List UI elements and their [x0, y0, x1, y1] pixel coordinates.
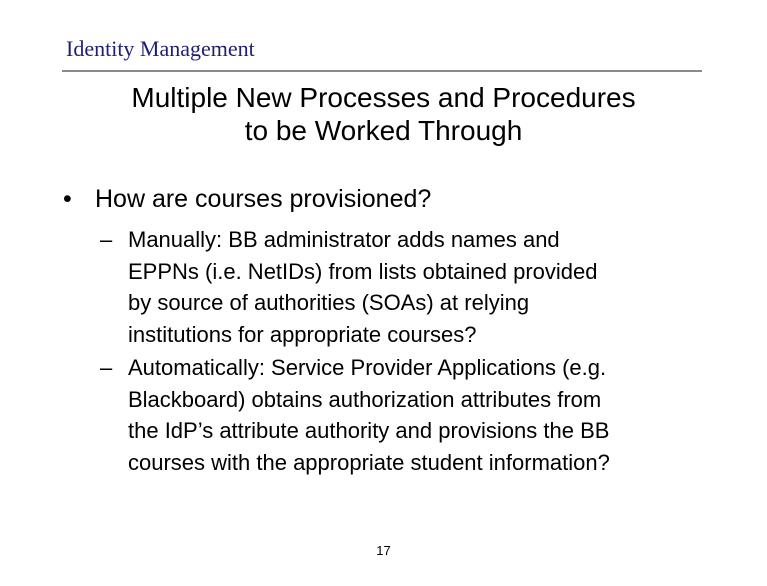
sub-bullet-dash: – [100, 355, 113, 380]
sub-bullet-line: Manually: BB administrator adds names and [128, 227, 560, 252]
sub-bullet-manually [100, 224, 720, 350]
sub-bullet-automatically [100, 352, 720, 478]
main-bullet-text: How are courses provisioned? [95, 185, 432, 213]
slide-title-line-1: Multiple New Processes and Procedures [131, 82, 636, 113]
sub-bullet-line: Blackboard) obtains authorization attributes from [128, 386, 602, 412]
sub-bullet-line: courses with the appropriate student information? [128, 449, 610, 475]
sub-bullet-line: the IdP’s attribute authority and provisions the BB [128, 418, 610, 443]
sub-bullet-line: Automatically: Service Provider Applications (e.g. [128, 355, 607, 380]
slide-title [0, 81, 767, 147]
sub-bullet-dash: – [100, 227, 113, 252]
header-divider [62, 70, 702, 72]
slide-header: Identity Management [66, 36, 255, 61]
main-bullet [63, 183, 431, 215]
bullet-dot: • [63, 185, 72, 213]
page-number: 17 [376, 543, 391, 558]
sub-bullet-line: institutions for appropriate courses? [128, 321, 477, 347]
slide-title-line-2: to be Worked Through [244, 115, 523, 146]
sub-bullet-line: EPPNs (i.e. NetIDs) from lists obtained provided [128, 258, 598, 284]
sub-bullet-line: by source of authorities (SOAs) at relying [128, 290, 530, 315]
